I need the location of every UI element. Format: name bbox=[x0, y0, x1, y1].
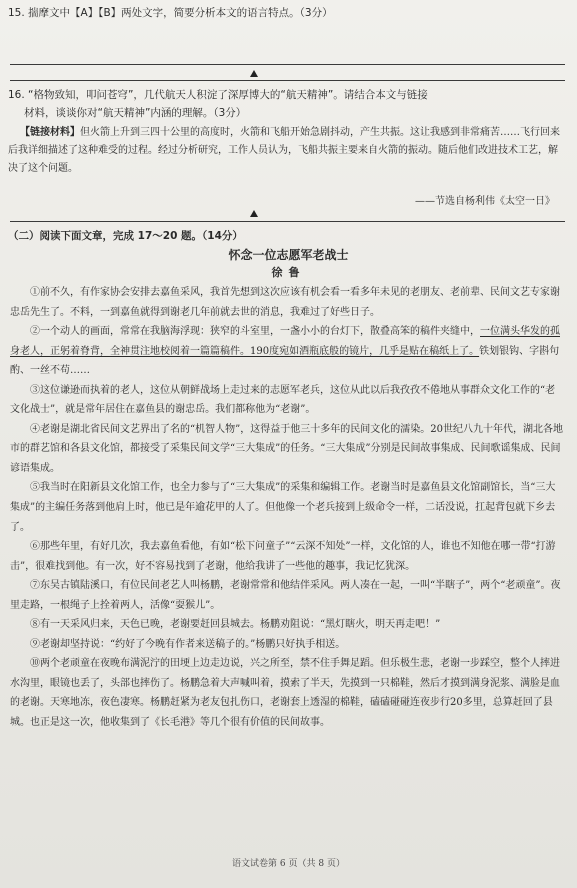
section-heading: （二）阅读下面文章，完成 17～20 题。（14分） bbox=[8, 230, 243, 242]
article-author: 徐鲁 bbox=[271, 266, 306, 279]
material-source: ——节选自杨利伟《太空一日》 bbox=[415, 196, 555, 207]
paragraph: ③这位谦逊而执着的老人，这位从朝鲜战场上走过来的志愿军老兵，这位从此以后我孜孜不倦地从事群众文化工作的“老文化战士”，就是常年居住在嘉鱼县的谢忠岳。我们都称他为“老谢”。 bbox=[10, 384, 556, 416]
question-16-line2: 材料，谈谈你对“航天精神”内涵的理解。（3分） bbox=[24, 107, 247, 119]
paragraph: ⑩两个老顽童在夜晚布满泥泞的田埂上边走边说，兴之所至，禁不住手舞足蹈。但乐极生悲，老谢一步踩空，整个人摔进水沟里，眼镜也丢了，头部也摔伤了。杨鹏急着大声喊叫着，摸索了半天，先摸到一只棉鞋，然后才摸到满身泥浆、满脸是血的老谢。天寒地冻，夜色凄寒。杨鹏赶紧为老友包扎伤口，老谢套上透湿的棉鞋，磕磕碰碰连夜步行20多里，总算赶回了县城。也正是这一次，他收集到了《长毛港》等几个很有价值的民间故事。 bbox=[10, 658, 560, 729]
answer-marker-triangle bbox=[250, 70, 258, 77]
paragraph: ①前不久，有作家协会安排去嘉鱼采风，我首先想到这次应该有机会看一看多年未见的老朋友、老前辈、民间文艺专家谢忠岳先生了。不料，一到嘉鱼就得到谢老几年前就去世的消息，我难过了好些日子。 bbox=[10, 287, 560, 318]
article-body bbox=[10, 283, 565, 733]
page-footer: 语文试卷第 6 页（共 8 页） bbox=[232, 859, 345, 869]
question-15: 15. 揣摩文中【A】【B】两处文字，简要分析本文的语言特点。（3分） bbox=[8, 7, 333, 19]
link-material bbox=[8, 124, 563, 178]
link-material-tag: 【链接材料】 bbox=[20, 127, 80, 138]
link-material-text: 但火箭上升到三四十公里的高度时，火箭和飞船开始急剧抖动，产生共振。这让我感到非常痛苦……飞行回来后我详细描述了这种难受的过程。经过分析研究，工作人员认为，飞船共振主要来自火箭的振动。随后他们改进技术工艺，解决了这个问题。 bbox=[8, 127, 560, 174]
paragraph: ⑨老谢却坚持说：“约好了今晚有作者来送稿子的。”杨鹏只好执手相送。 bbox=[30, 638, 346, 650]
answer-marker-triangle bbox=[250, 210, 258, 217]
paragraph: ⑦东吴古镇陆溪口，有位民间老艺人叫杨鹏，老谢常常和他结伴采风。两人凑在一起，一叫“半瞎子”，两个“老顽童”。夜里走路，一根绳子上拴着两人，活像“耍猴儿”。 bbox=[10, 580, 561, 611]
answer-line bbox=[10, 64, 565, 65]
paragraph: ⑤我当时在阳新县文化馆工作，也全力参与了“三大集成”的采集和编辑工作。老谢当时是嘉鱼县文化馆副馆长，当“三大集成”的主编任务落到他肩上时，他已是年逾花甲的人了。但他像一个老兵接到上级命令一样，二话没说，扛起背包就下乡去了。 bbox=[10, 482, 556, 533]
paragraph: ②一个动人的画面，常常在我脑海浮现：狭窄的斗室里，一盏小小的台灯下，散叠高笨的稿件夹缝中，一位满头华发的孤身老人，正躬着脊背，全神贯注地校阅着一篇篇稿件。190度宛如酒瓶底般的镜片，几乎是贴在稿纸上了。铁划银钩、字斟句酌、一丝不苟…… bbox=[10, 326, 560, 377]
paragraph: ④老谢是湖北省民间文艺界出了名的“机智人物”，这得益于他三十多年的民间文化的濡染。20世纪八九十年代，湖北各地市的群艺馆和各县文化馆，都接受了采集民间文学“三大集成”的任务。“三大集成”分别是民间故事集成、民间歌谣集成、民间谚语集成。 bbox=[10, 423, 563, 474]
answer-line bbox=[10, 80, 565, 81]
paragraph: ⑥那些年里，有好几次，我去嘉鱼看他，有如“松下问童子”“云深不知处”一样，文化馆的人，谁也不知他在哪一带“打游击”，很难找到他。有一次，好不容易找到了老谢，他给我讲了一些他的趣事，我记忆犹深。 bbox=[10, 541, 556, 572]
answer-line bbox=[10, 221, 565, 222]
question-16-line1: 16. “格物致知，叩问苍穹”，几代航天人积淀了深厚博大的“航天精神”。请结合本文与链接 bbox=[8, 89, 428, 101]
paragraph: ⑧有一天采风归来，天色已晚，老谢要赶回县城去。杨鹏劝阻说：“黑灯瞎火，明天再走吧！” bbox=[30, 619, 441, 631]
article-title: 怀念一位志愿军老战士 bbox=[228, 248, 349, 262]
underlined-sentence: 一位满头华发的孤身老人，正躬着脊背，全神贯注地校阅着一篇篇稿件。190度宛如酒瓶底般的镜片，几乎是贴在稿纸上了。 bbox=[10, 326, 560, 357]
